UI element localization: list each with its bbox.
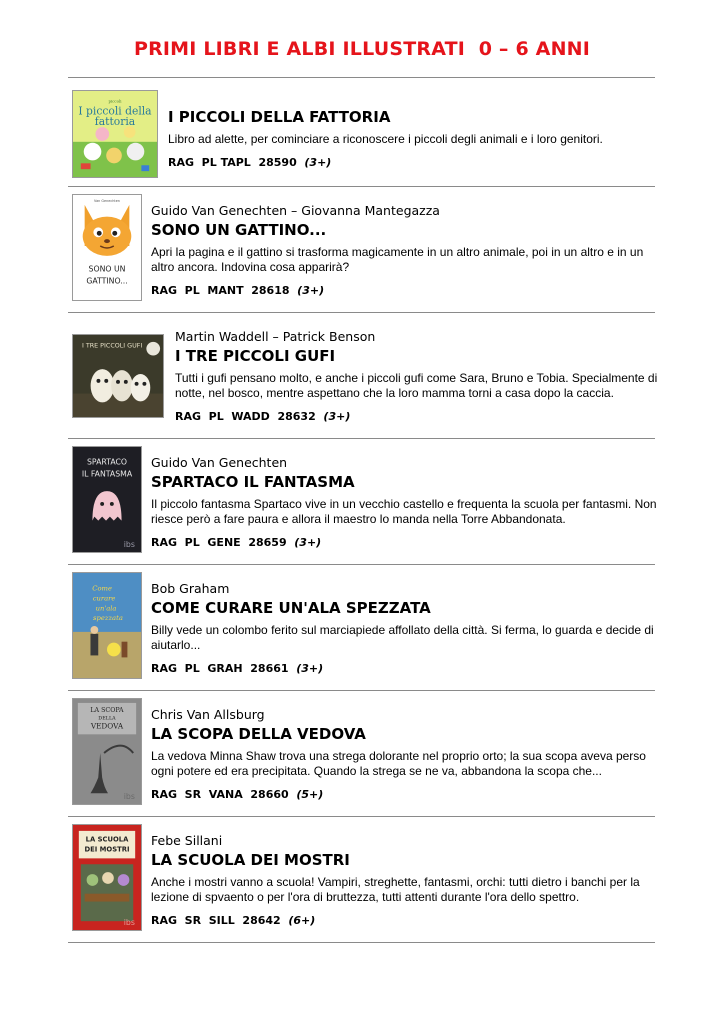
svg-text:I piccoli della: I piccoli della xyxy=(78,104,152,118)
book-title: LA SCOPA DELLA VEDOVA xyxy=(151,725,366,743)
svg-text:curare: curare xyxy=(92,594,116,603)
divider xyxy=(68,438,655,439)
book-author: Martin Waddell – Patrick Benson xyxy=(175,329,376,344)
svg-text:VEDOVA: VEDOVA xyxy=(90,721,124,731)
age-range: (3+) xyxy=(304,156,332,169)
book-author: Bob Graham xyxy=(151,581,230,596)
book-description: Apri la pagina e il gattino si trasforma magicamente in un altro animale, poi in un altro e in un altro ancora. Indovina cosa apparirà? xyxy=(151,245,644,274)
divider xyxy=(68,564,655,565)
svg-text:spezzata: spezzata xyxy=(93,614,123,623)
divider xyxy=(68,77,655,78)
age-range: (3+) xyxy=(297,284,325,297)
book-title: LA SCUOLA DEI MOSTRI xyxy=(151,851,350,869)
book-title: SONO UN GATTINO... xyxy=(151,221,327,239)
shelf-mark: RAG PL TAPL 28590 xyxy=(168,156,297,169)
age-range: (5+) xyxy=(296,788,324,801)
shelf-mark: RAG SR VANA 28660 xyxy=(151,788,289,801)
svg-text:fattoria: fattoria xyxy=(94,115,136,129)
svg-text:ibs: ibs xyxy=(123,792,135,802)
svg-text:LA SCUOLA: LA SCUOLA xyxy=(85,835,129,844)
svg-text:Van Genechten: Van Genechten xyxy=(94,198,120,203)
book-cover xyxy=(72,194,142,301)
svg-text:un'ala: un'ala xyxy=(95,604,117,613)
book-title: COME CURARE UN'ALA SPEZZATA xyxy=(151,599,431,617)
book-author: Guido Van Genechten xyxy=(151,455,288,470)
divider xyxy=(68,816,655,817)
book-author: Guido Van Genechten – Giovanna Mantegazza xyxy=(151,203,440,218)
age-range: (3+) xyxy=(294,536,322,549)
shelf-mark: RAG PL GENE 28659 xyxy=(151,536,287,549)
age-range: (3+) xyxy=(296,662,324,675)
book-cover xyxy=(72,446,142,553)
svg-text:LA SCOPA: LA SCOPA xyxy=(90,706,124,714)
svg-text:GATTINO...: GATTINO... xyxy=(86,276,128,286)
svg-text:piccoli: piccoli xyxy=(108,98,122,104)
svg-text:ibs: ibs xyxy=(123,918,135,928)
divider xyxy=(68,186,655,187)
age-range: (6+) xyxy=(288,914,316,927)
catalog-number xyxy=(151,914,658,927)
book-cover xyxy=(72,334,164,418)
catalog-number xyxy=(168,156,658,169)
divider xyxy=(68,312,655,313)
catalog-number xyxy=(151,662,658,675)
book-title: SPARTACO IL FANTASMA xyxy=(151,473,355,491)
book-description: Libro ad alette, per cominciare a riconoscere i piccoli degli animali e i loro genitori. xyxy=(168,132,603,146)
catalog-number xyxy=(175,410,658,423)
book-title: I PICCOLI DELLA FATTORIA xyxy=(168,108,391,126)
svg-text:IL FANTASMA: IL FANTASMA xyxy=(81,469,133,479)
book-description: Anche i mostri vanno a scuola! Vampiri, streghette, fantasmi, orchi: tutti dietro i banchi per la lezione di spvaento o per l'ora di bruttezza, tutti attenti durante l'ora dello spettro. xyxy=(151,875,640,904)
svg-text:DEI MOSTRI: DEI MOSTRI xyxy=(84,845,130,854)
shelf-mark: RAG PL MANT 28618 xyxy=(151,284,290,297)
divider xyxy=(68,942,655,943)
book-description: Tutti i gufi pensano molto, e anche i piccoli gufi come Sara, Bruno e Tobia. Specialmente di notte, nel bosco, mentre aspettano che la loro mamma torni a casa dopo la caccia. xyxy=(175,371,658,400)
catalog-number xyxy=(151,536,658,549)
shelf-mark: RAG PL WADD 28632 xyxy=(175,410,316,423)
catalog-number xyxy=(151,284,658,297)
book-author: Chris Van Allsburg xyxy=(151,707,265,722)
svg-text:ibs: ibs xyxy=(123,540,135,550)
catalog-number xyxy=(151,788,658,801)
book-cover xyxy=(72,698,142,805)
shelf-mark: RAG PL GRAH 28661 xyxy=(151,662,289,675)
svg-text:I TRE PICCOLI GUFI: I TRE PICCOLI GUFI xyxy=(81,342,143,350)
age-range: (3+) xyxy=(323,410,351,423)
shelf-mark: RAG SR SILL 28642 xyxy=(151,914,281,927)
book-cover xyxy=(72,572,142,679)
book-title: I TRE PICCOLI GUFI xyxy=(175,347,336,365)
book-cover xyxy=(72,90,158,178)
divider xyxy=(68,690,655,691)
book-description: La vedova Minna Shaw trova una strega dolorante nel proprio orto; la sua scopa aveva perso ogni potere ed era precipitata. Quando la strega se ne va, abbandona la scopa che... xyxy=(151,749,646,778)
book-cover xyxy=(72,824,142,931)
book-description: Il piccolo fantasma Spartaco vive in un vecchio castello e frequenta la scuola per fantasmi. Non riesce però a fare paura e allora il maestro lo manda nella Torre Abbandonata. xyxy=(151,497,657,526)
svg-text:Come: Come xyxy=(92,584,113,593)
page-title: PRIMI LIBRI E ALBI ILLUSTRATI 0 – 6 ANNI xyxy=(133,38,591,60)
book-description: Billy vede un colombo ferito sul marciapiede affollato della città. Si ferma, lo guarda e decide di aiutarlo... xyxy=(151,623,654,652)
svg-text:SONO UN: SONO UN xyxy=(88,264,126,274)
book-author: Febe Sillani xyxy=(151,833,223,848)
svg-text:DELLA: DELLA xyxy=(98,715,116,722)
svg-text:SPARTACO: SPARTACO xyxy=(86,457,128,467)
